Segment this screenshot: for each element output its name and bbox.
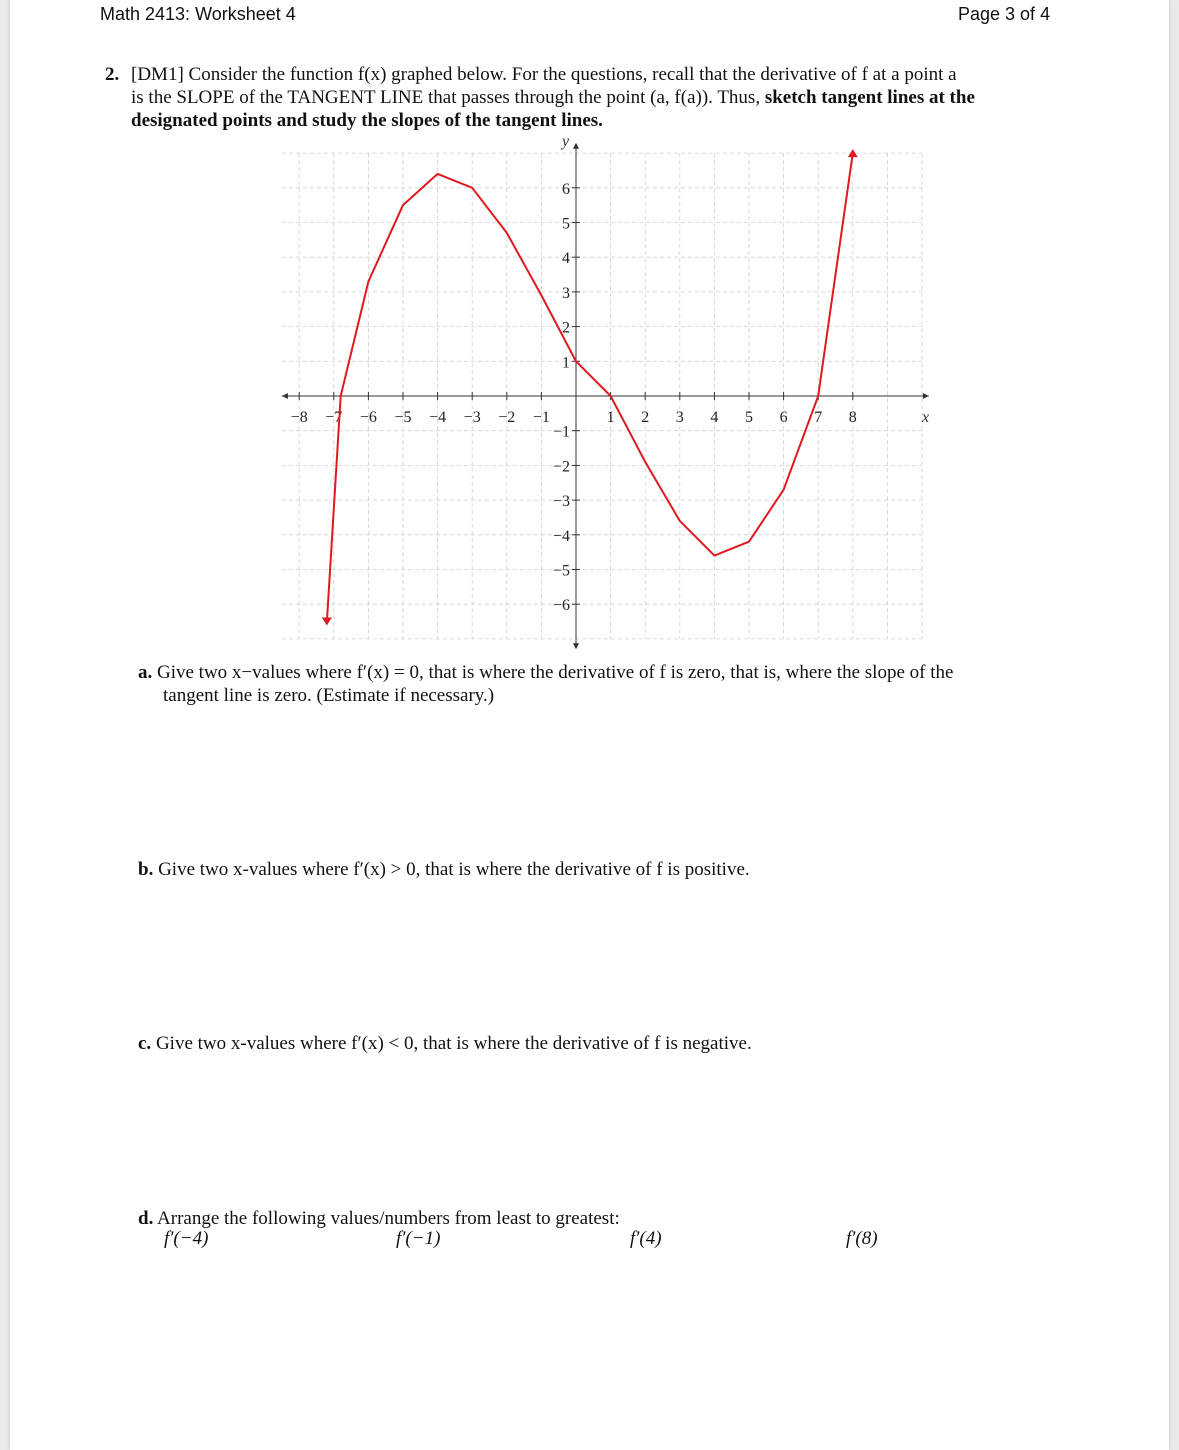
- x-tick-label: 6: [779, 409, 788, 426]
- y-tick-label: 6: [562, 180, 570, 198]
- problem-intro-bold-1: sketch tangent lines at the: [764, 87, 975, 108]
- y-tick-label: 5: [562, 215, 570, 233]
- function-curve: [327, 153, 853, 621]
- problem-number: 2.: [105, 64, 120, 85]
- y-tick-label: −2: [552, 458, 570, 476]
- x-tick-label: −5: [394, 409, 412, 426]
- y-tick-label: −3: [552, 493, 570, 511]
- y-tick-label: −4: [552, 527, 570, 545]
- problem-intro-1: Consider the function f(x) graphed below. For the questions, recall that the derivative of f at a point a: [188, 64, 957, 85]
- x-tick-label: 1: [606, 409, 615, 426]
- question-d-item-2: f′(−1): [396, 1228, 441, 1249]
- y-tick-label: 1: [562, 354, 570, 372]
- y-axis-label: y: [562, 133, 570, 151]
- question-d: [138, 1207, 1078, 1230]
- question-a: [138, 661, 1078, 707]
- question-a-label: a.: [138, 662, 153, 683]
- x-tick-label: −6: [359, 409, 377, 426]
- y-tick-label: 4: [562, 250, 570, 268]
- question-b-label: b.: [138, 859, 154, 880]
- question-d-item-1: f′(−4): [164, 1228, 209, 1249]
- question-d-item-4: f′(8): [846, 1228, 878, 1249]
- question-a-text-2: tangent line is zero. (Estimate if necessary.): [163, 685, 495, 706]
- x-tick-label: −8: [290, 409, 308, 426]
- problem-tag: [DM1]: [131, 64, 184, 85]
- question-c-label: c.: [138, 1033, 152, 1054]
- header-title: Math 2413: Worksheet 4: [100, 4, 296, 24]
- x-axis-label: x: [922, 409, 930, 426]
- function-graph: [0, 0, 1179, 650]
- x-tick-label: −2: [498, 409, 516, 426]
- header-page-number: Page 3 of 4: [958, 4, 1051, 24]
- question-c-text: Give two x-values where f′(x) < 0, that is where the derivative of f is negative.: [155, 1033, 752, 1054]
- y-tick-label: 3: [562, 284, 570, 302]
- question-a-text-1: Give two x−values where f′(x) = 0, that is where the derivative of f is zero, that is, where the slope of the: [157, 662, 954, 683]
- x-tick-label: −4: [429, 409, 447, 426]
- x-tick-label: 5: [745, 409, 753, 426]
- x-tick-label: −7: [325, 409, 343, 426]
- question-b-text: Give two x-values where f′(x) > 0, that is where the derivative of f is positive.: [158, 859, 750, 880]
- x-tick-label: 3: [675, 409, 684, 426]
- problem-intro-2: is the SLOPE of the TANGENT LINE that passes through the point (a, f(a)). Thus,: [131, 87, 761, 108]
- y-axis-arrow: [573, 143, 579, 149]
- question-d-item-3: f′(4): [630, 1228, 662, 1249]
- y-tick-label: −6: [552, 597, 570, 615]
- x-tick-label: 8: [848, 409, 857, 426]
- x-axis-arrow: [923, 393, 929, 399]
- x-axis-arrow-left: [282, 393, 288, 399]
- x-tick-label: 7: [814, 409, 823, 426]
- question-c: [138, 1032, 1078, 1055]
- question-d-label: d.: [138, 1208, 154, 1229]
- question-d-text: Arrange the following values/numbers from least to greatest:: [157, 1208, 620, 1229]
- x-tick-label: 2: [641, 409, 650, 426]
- y-tick-label: −1: [552, 423, 570, 441]
- problem-intro-bold-2: designated points and study the slopes of the tangent lines.: [131, 110, 603, 131]
- x-tick-label: −3: [463, 409, 481, 426]
- y-tick-label: −5: [552, 562, 570, 580]
- curve-arrow-down: [322, 618, 332, 626]
- x-tick-label: 4: [710, 409, 719, 426]
- y-tick-label: 2: [562, 319, 570, 337]
- y-axis-arrow-bottom: [573, 643, 579, 649]
- x-tick-label: −1: [532, 409, 550, 426]
- question-b: [138, 858, 1078, 881]
